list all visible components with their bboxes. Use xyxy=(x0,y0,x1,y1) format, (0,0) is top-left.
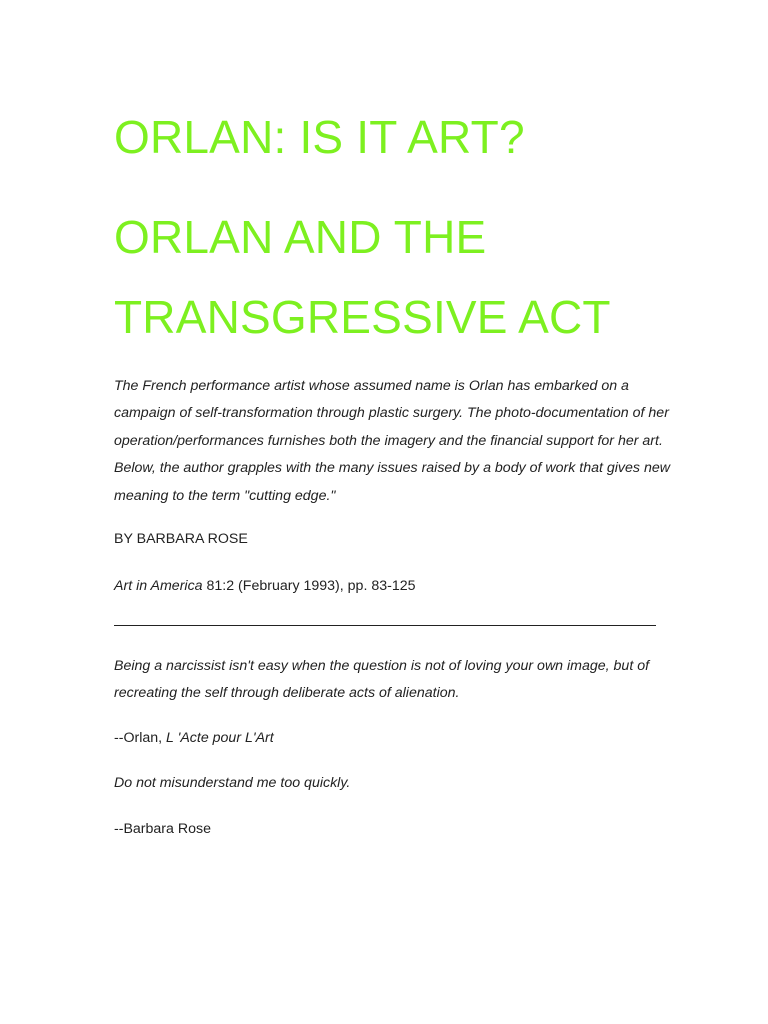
epigraph-quote-1: Being a narcissist isn't easy when the question is not of loving your own image, but of recreating the self through deliberate acts of alienation. xyxy=(114,658,650,702)
byline: BY BARBARA ROSE xyxy=(114,531,248,547)
attribution-1-author: --Orlan, xyxy=(114,730,167,746)
attribution-1-work: L 'Acte pour L'Art xyxy=(166,730,274,746)
citation-details: 81:2 (February 1993), pp. 83-125 xyxy=(202,578,416,594)
citation-journal: Art in America xyxy=(114,578,203,594)
intro-paragraph: The French performance artist whose assumed name is Orlan has embarked on a campaign of self-transformation through plastic surgery. The photo-documentation of her operation/performances furnishes both the imagery and the financial support for her art. Below, the author grapples with the many issues raised by a body of work that gives new meaning to the term "cutting edge." xyxy=(114,378,670,504)
citation xyxy=(114,576,416,596)
epigraph-quote-2: Do not misunderstand me too quickly. xyxy=(114,775,351,791)
title-line-1: ORLAN: IS IT ART? xyxy=(114,111,525,163)
horizontal-rule xyxy=(114,625,656,626)
title-line-3: TRANSGRESSIVE ACT xyxy=(114,291,611,343)
epigraph-attribution-1 xyxy=(114,728,274,748)
epigraph-attribution-2: --Barbara Rose xyxy=(114,821,211,837)
title-line-2: ORLAN AND THE xyxy=(114,211,487,263)
